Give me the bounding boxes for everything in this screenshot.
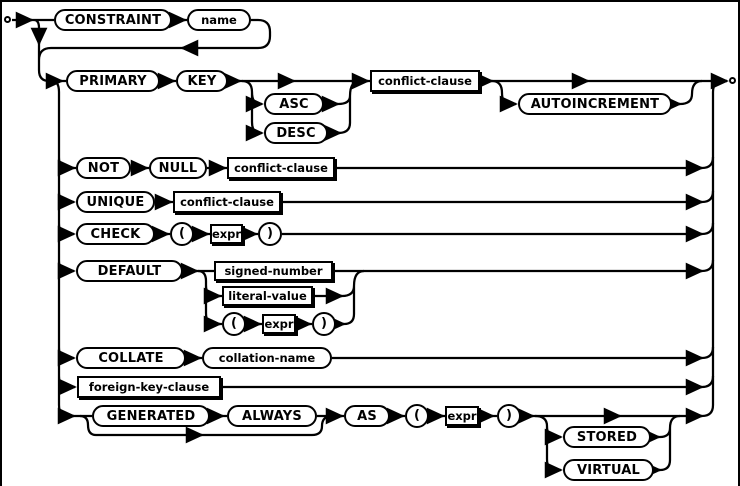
keyword-as: AS bbox=[344, 405, 390, 427]
keyword-default: DEFAULT bbox=[76, 260, 183, 282]
punct-left-paren: ( bbox=[170, 222, 194, 246]
keyword-generated: GENERATED bbox=[92, 405, 210, 427]
exit-terminal-dot bbox=[729, 77, 736, 84]
row-foreign-key-rails bbox=[221, 376, 713, 387]
right-rail bbox=[713, 81, 723, 405]
keyword-virtual: VIRTUAL bbox=[563, 459, 654, 481]
punct-right-paren: ) bbox=[258, 222, 282, 246]
keyword-not: NOT bbox=[76, 157, 131, 179]
keyword-always: ALWAYS bbox=[227, 405, 317, 427]
nonterminal-conflict-clause[interactable]: conflict-clause bbox=[173, 191, 281, 213]
keyword-key: KEY bbox=[176, 70, 228, 92]
keyword-asc: ASC bbox=[264, 93, 324, 115]
nonterminal-conflict-clause[interactable]: conflict-clause bbox=[370, 70, 480, 92]
nonterminal-foreign-key-clause[interactable]: foreign-key-clause bbox=[77, 376, 221, 398]
keyword-stored: STORED bbox=[563, 426, 651, 448]
keyword-check: CHECK bbox=[76, 223, 155, 245]
keyword-autoincrement: AUTOINCREMENT bbox=[518, 93, 672, 115]
punct-left-paren: ( bbox=[222, 312, 246, 336]
nonterminal-expr[interactable]: expr bbox=[445, 406, 479, 426]
punct-right-paren: ) bbox=[312, 312, 336, 336]
nonterminal-literal-value[interactable]: literal-value bbox=[222, 286, 313, 306]
entry-terminal-dot bbox=[4, 16, 11, 23]
punct-right-paren: ) bbox=[497, 404, 521, 428]
nonterminal-expr[interactable]: expr bbox=[210, 224, 243, 244]
nonterminal-signed-number[interactable]: signed-number bbox=[214, 261, 333, 281]
keyword-constraint: CONSTRAINT bbox=[54, 9, 172, 31]
punct-left-paren: ( bbox=[405, 404, 429, 428]
keyword-primary: PRIMARY bbox=[66, 70, 160, 92]
nonterminal-expr[interactable]: expr bbox=[262, 314, 296, 334]
keyword-unique: UNIQUE bbox=[76, 191, 155, 213]
nonterminal-conflict-clause[interactable]: conflict-clause bbox=[227, 157, 335, 179]
keyword-null: NULL bbox=[149, 157, 207, 179]
nonterminal-name[interactable]: name bbox=[187, 9, 251, 31]
nonterminal-collation-name[interactable]: collation-name bbox=[202, 347, 332, 369]
keyword-collate: COLLATE bbox=[76, 347, 186, 369]
keyword-desc: DESC bbox=[264, 122, 328, 144]
